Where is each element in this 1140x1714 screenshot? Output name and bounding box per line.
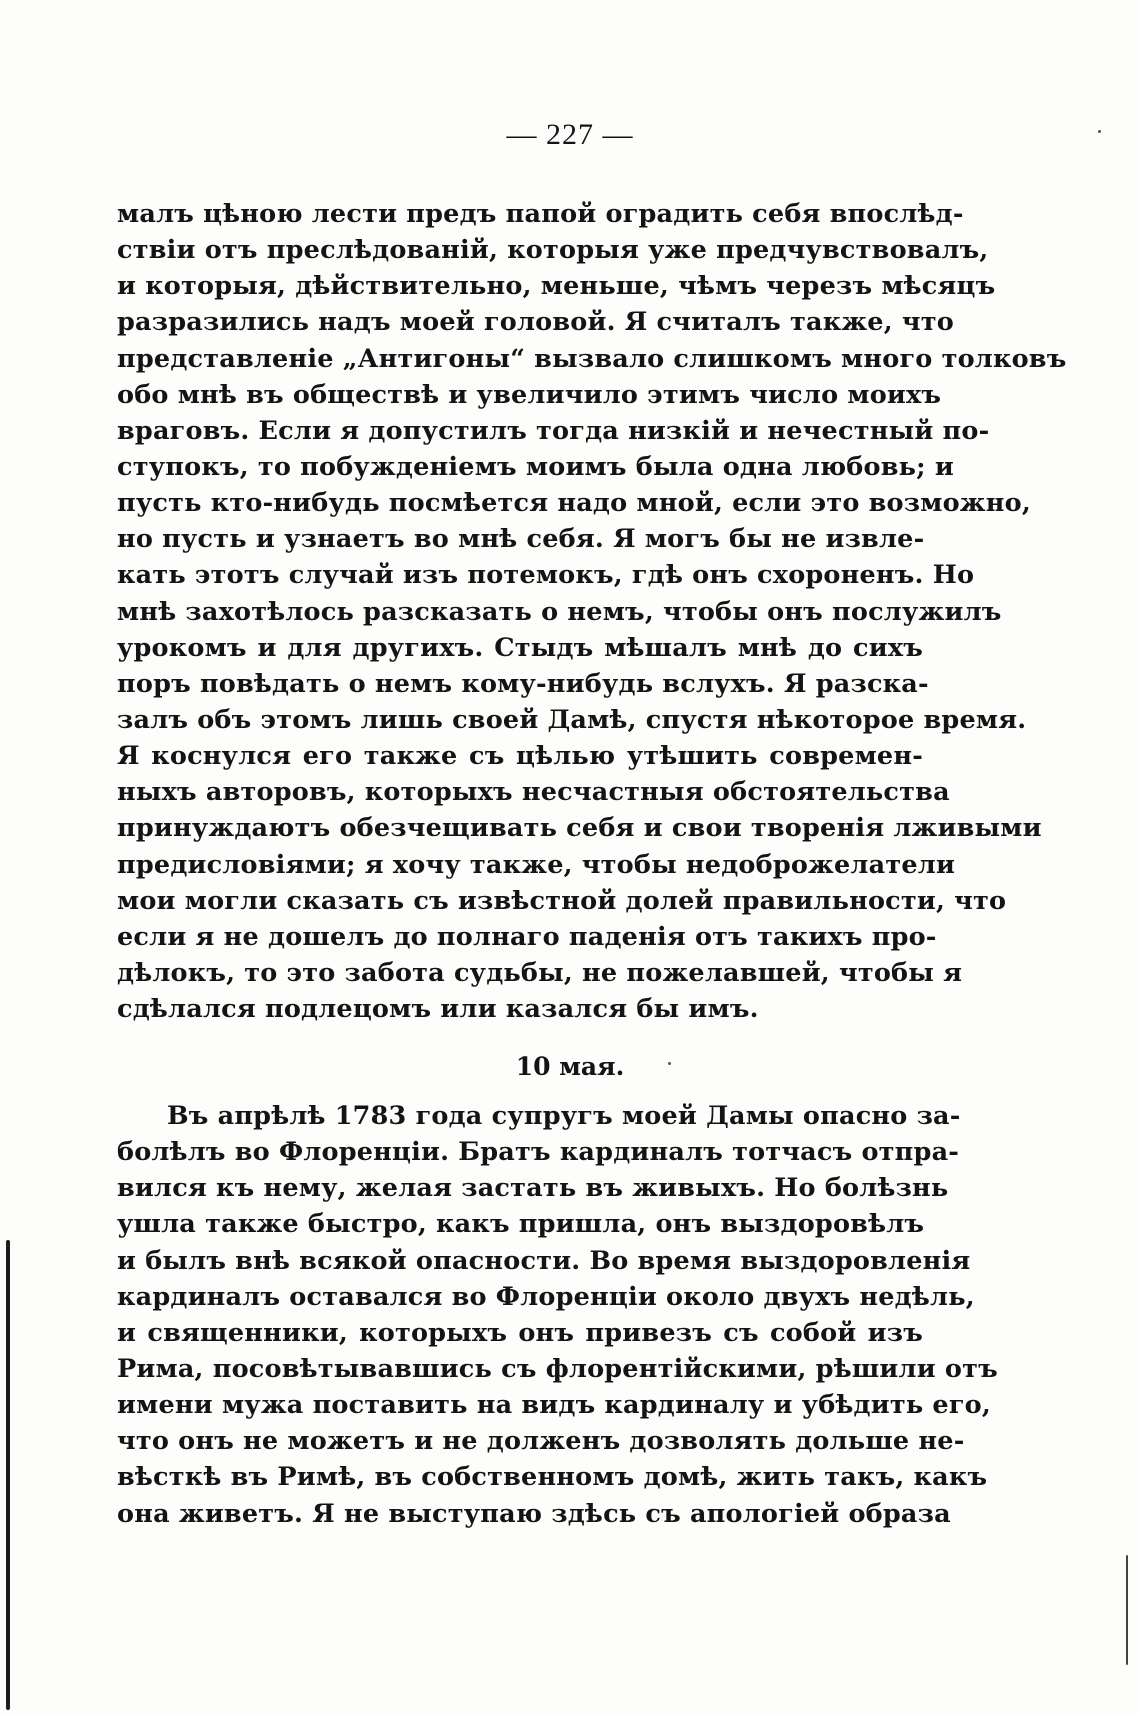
passage-1: [117, 196, 1067, 1027]
text-line: но пусть и узнаетъ во мнѣ себя. Я могъ бы не извле-: [117, 524, 925, 555]
text-line: поръ повѣдать о немъ кому-нибудь вслухъ. Я разска-: [117, 668, 929, 699]
text-line: разразились надъ моей головой. Я считалъ также, что: [117, 307, 954, 338]
text-line: имени мужа поставить на видъ кардиналу и убѣдить его,: [117, 1390, 991, 1421]
passage-2: [117, 1098, 998, 1532]
text-line: предисловіями; я хочу также, чтобы недоброжелатели: [117, 849, 956, 880]
text-line: что онъ не можетъ и не долженъ дозволять дольше не-: [117, 1426, 965, 1457]
scan-speck: [668, 1062, 671, 1065]
text-line: пусть кто-нибудь посмѣется надо мной, если это возможно,: [117, 488, 1031, 519]
text-line: и которыя, дѣйствительно, меньше, чѣмъ черезъ мѣсяцъ: [117, 271, 996, 302]
scan-edge-mark: [1126, 1555, 1128, 1665]
text-line: ныхъ авторовъ, которыхъ несчастныя обстоятельства: [117, 777, 950, 808]
text-line: мои могли сказать съ извѣстной долей правильности, что: [117, 885, 1007, 916]
text-line: кать этотъ случай изъ потемокъ, гдѣ онъ схороненъ. Но: [117, 560, 975, 591]
binding-edge-shadow: [6, 1240, 10, 1710]
text-line: дѣлокъ, то это забота судьбы, не пожелавшей, чтобы я: [117, 957, 963, 988]
text-line: залъ объ этомъ лишь своей Дамѣ, спустя нѣкоторое время.: [117, 704, 1027, 735]
text-line: мнѣ захотѣлось разсказать о немъ, чтобы онъ послужилъ: [117, 596, 1002, 627]
text-line: обо мнѣ въ обществѣ и увеличило этимъ число моихъ: [117, 379, 942, 410]
entry-date-heading: 10 мая.: [515, 1052, 625, 1081]
text-line: болѣлъ во Флоренціи. Братъ кардиналъ тотчасъ отпра-: [117, 1137, 960, 1168]
text-line: урокомъ и для другихъ. Стыдъ мѣшалъ мнѣ до сихъ: [117, 632, 923, 663]
text-line: Я коснулся его также съ цѣлью утѣшить современ-: [117, 741, 923, 772]
text-line: ступокъ, то побужденіемъ моимъ была одна любовь; и: [117, 451, 954, 482]
text-line: Въ апрѣлѣ 1783 года супругъ моей Дамы опасно за-: [167, 1101, 961, 1131]
scan-speck: [1098, 130, 1101, 133]
page-number: — 227 —: [506, 118, 634, 151]
text-line: она живетъ. Я не выступаю здѣсь съ апологіей образа: [117, 1498, 951, 1529]
text-line: представленіе „Антигоны“ вызвало слишкомъ много толковъ: [117, 343, 1067, 374]
text-line: вѣсткѣ въ Римѣ, въ собственномъ домѣ, жить такъ, какъ: [117, 1462, 988, 1493]
text-line: и священники, которыхъ онъ привезъ съ собой изъ: [117, 1317, 923, 1348]
text-line: кардиналъ оставался во Флоренціи около двухъ недѣль,: [117, 1281, 975, 1312]
text-line: вился къ нему, желая застать въ живыхъ. Но болѣзнь: [117, 1173, 949, 1204]
text-line: сдѣлался подлецомъ или казался бы имъ.: [117, 994, 759, 1025]
text-line: враговъ. Если я допустилъ тогда низкій и нечестный по-: [117, 415, 990, 446]
text-line: и былъ внѣ всякой опасности. Во время выздоровленія: [117, 1245, 971, 1276]
text-line: малъ цѣною лести предъ папой оградить себя впослѣд-: [117, 199, 964, 229]
text-line: ствіи отъ преслѣдованій, которыя уже предчувствовалъ,: [117, 235, 989, 266]
text-line: Рима, посовѣтывавшись съ флорентійскими, рѣшили отъ: [117, 1353, 998, 1384]
text-line: если я не дошелъ до полнаго паденія отъ такихъ про-: [117, 921, 937, 952]
text-line: ушла также быстро, какъ пришла, онъ выздоровѣлъ: [117, 1209, 925, 1240]
text-line: принуждаютъ обезчещивать себя и свои творенія лживыми: [117, 813, 1042, 844]
